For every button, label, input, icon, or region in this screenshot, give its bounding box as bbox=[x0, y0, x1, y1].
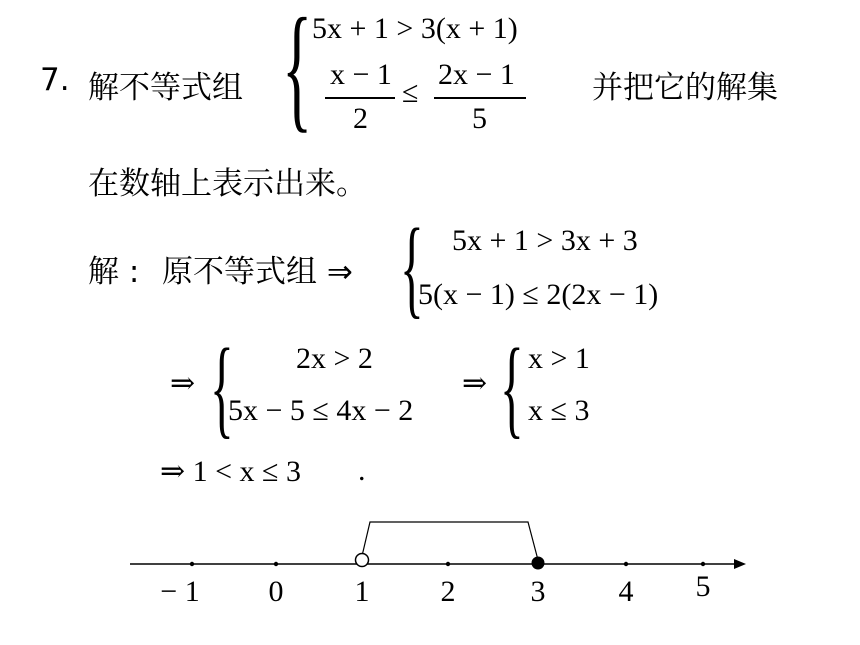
number-line-open-endpoint bbox=[356, 554, 369, 567]
number-line-tick-dot bbox=[701, 562, 705, 566]
solution-step1-line2: 5(x − 1) ≤ 2(2x − 1) bbox=[418, 278, 659, 311]
problem-brace: { bbox=[282, 0, 313, 145]
solution-step1-text: 原不等式组 ⇒ bbox=[162, 254, 353, 290]
solution-step2-arrow: ⇒ bbox=[170, 367, 196, 400]
number-line-interval-bracket bbox=[362, 522, 538, 560]
problem-intro: 解不等式组 bbox=[88, 70, 243, 106]
problem-frac-right-den: 5 bbox=[472, 102, 487, 135]
problem-number: 7. bbox=[40, 62, 70, 98]
problem-frac-left-num: x − 1 bbox=[330, 58, 392, 91]
problem-frac-right-num: 2x − 1 bbox=[438, 58, 515, 91]
number-line-tick-label: 2 bbox=[440, 575, 456, 608]
number-line-closed-endpoint bbox=[532, 557, 545, 570]
solution-label: 解 : bbox=[88, 254, 140, 290]
solution-result-period: . bbox=[358, 454, 366, 487]
number-line-arrow-head bbox=[734, 559, 746, 569]
problem-system-line1: 5x + 1 > 3(x + 1) bbox=[312, 12, 518, 45]
solution-step2-line1: 2x > 2 bbox=[296, 342, 373, 375]
problem-line2: 在数轴上表示出来。 bbox=[88, 166, 367, 202]
number-line-tick-label: 0 bbox=[268, 575, 284, 608]
solution-step1-brace: { bbox=[400, 206, 424, 328]
solution-step3-line2: x ≤ 3 bbox=[528, 394, 590, 427]
number-line-tick-label: − 1 bbox=[160, 575, 200, 608]
solution-step3-brace: { bbox=[500, 326, 524, 448]
number-line-tick-dot bbox=[274, 562, 278, 566]
solution-step1-line1: 5x + 1 > 3x + 3 bbox=[452, 224, 638, 257]
solution-step3-arrow: ⇒ bbox=[462, 367, 488, 400]
number-line-tick-dot bbox=[446, 562, 450, 566]
solution-step3-line1: x > 1 bbox=[528, 342, 590, 375]
number-line-tick-label: 1 bbox=[354, 575, 370, 608]
problem-frac-left-den: 2 bbox=[353, 102, 368, 135]
number-line-tick-label: 5 bbox=[695, 570, 711, 603]
number-line-tick-label: 4 bbox=[618, 575, 634, 608]
number-line-tick-dot bbox=[624, 562, 628, 566]
solution-step2-line2: 5x − 5 ≤ 4x − 2 bbox=[228, 394, 414, 427]
solution-result: ⇒ 1 < x ≤ 3 bbox=[160, 455, 302, 488]
problem-leq: ≤ bbox=[402, 76, 419, 109]
number-line-tick-label: 3 bbox=[530, 575, 546, 608]
number-line-tick-dot bbox=[190, 562, 194, 566]
solution-step2-brace: { bbox=[210, 326, 234, 448]
problem-tail: 并把它的解集 bbox=[592, 70, 778, 106]
